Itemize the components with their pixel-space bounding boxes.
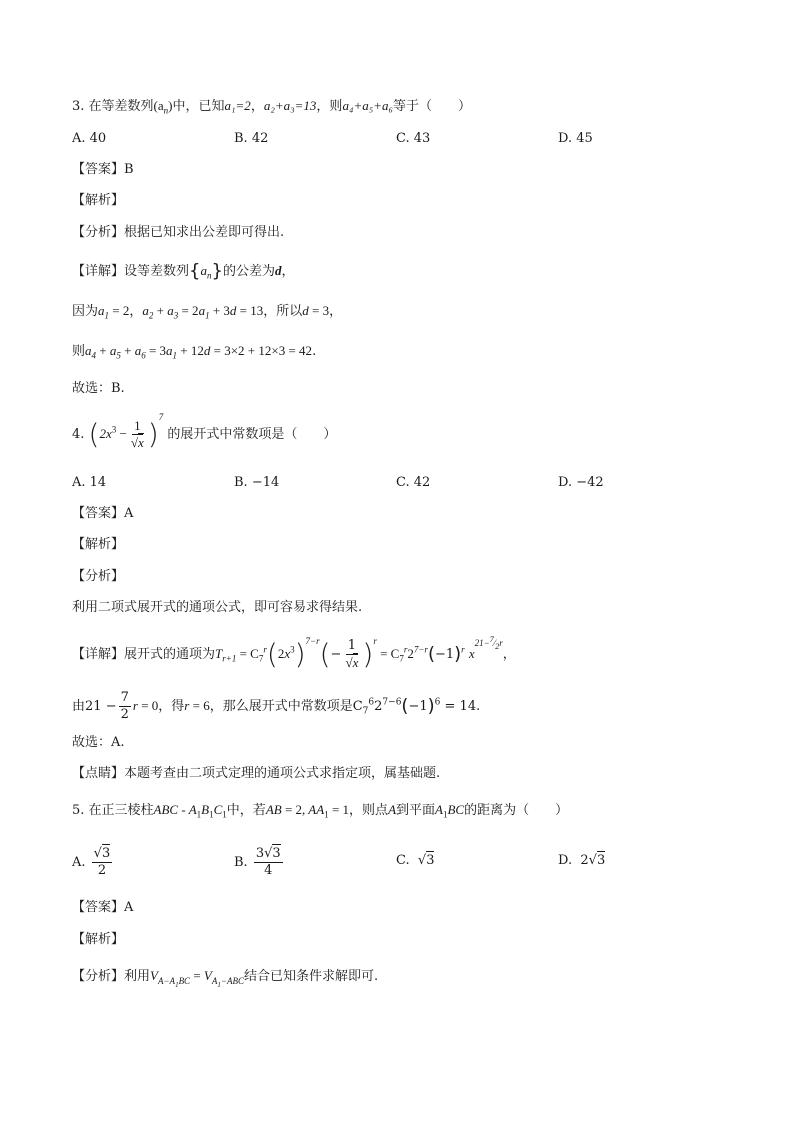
q4-conclusion: 故选：A. xyxy=(72,735,125,750)
q4-fenxi-tag: 【分析】 xyxy=(72,569,125,584)
q3-option-b: B. 42 xyxy=(234,131,269,146)
q3-fenxi: 【分析】根据已知求出公差即可得出. xyxy=(72,225,285,240)
q4-detail-1: 【详解】展开式的通项为$T_{r+1} = C_7^r(2x^3)^{7-r}(-$ $\frac{1}{√x}$ )$^r = C_7^r2^{7-r}(-1)^r$ $x^{21-^7⁄_2r}$， xyxy=(72,635,516,671)
q4-detail-2: 由21 − $\frac{7}{2}$ r = 0，得r = 6，那么展开式中常数项是$C_7^62^{7-6}(-1)^6 = 14$. xyxy=(72,690,481,722)
q5-option-d: D. 2√3 xyxy=(558,853,606,868)
q3-option-c: C. 43 xyxy=(396,131,431,146)
q3-target: a₄+a₅+a₆ xyxy=(342,98,394,113)
q5-option-a: A. $\frac{√3}{2}$ xyxy=(72,846,111,878)
q3-detail-1: 【详解】设等差数列$\{a_n\}$的公差为d， xyxy=(72,260,295,282)
q4-answer: 【答案】A xyxy=(72,506,134,521)
q4-option-b: B. −14 xyxy=(234,475,280,490)
q4-comment: 【点睛】本题考查由二项式定理的通项公式求指定项，属基础题. xyxy=(72,766,441,781)
q3-option-a: A. 40 xyxy=(72,131,107,146)
q3-option-d: D. 45 xyxy=(558,131,593,146)
q3-detail-3: 则$a_4 + a_5 + a_6 = 3a_1 + 12d = 3\times 2 + 12\times 3 = 42$. xyxy=(72,343,317,361)
q5-option-b: B. $\frac{3√3}{4}$ xyxy=(234,846,281,878)
q5-analysis-tag: 【解析】 xyxy=(72,932,125,947)
q4-option-d: D. −42 xyxy=(558,475,604,490)
q4-fenxi: 利用二项式展开式的通项公式，即可容易求得结果. xyxy=(72,600,363,615)
q5-option-c: C. √3 xyxy=(396,853,435,868)
q4-option-a: A. 14 xyxy=(72,475,107,490)
q3-detail-2: 因为$a_1 = 2$，$a_2 + a_3 = 2a_1 + 3d = 13$，所以d = 3， xyxy=(72,303,343,321)
q3-conclusion: 故选：B. xyxy=(72,381,125,396)
q4-stem: 4. ($2x^3$ − $\frac{1}{√x}$ )$^7$ 的展开式中常数项是（ ） xyxy=(72,412,337,451)
q5-answer: 【答案】A xyxy=(72,900,134,915)
q3-stem: 3. 在等差数列$(a_n)$中，已知a₁=2，a₂+a₃=13，则a₄+a₅+a₆等于（ ） xyxy=(72,98,472,116)
q3-answer: 【答案】B xyxy=(72,162,134,177)
q4-analysis-tag: 【解析】 xyxy=(72,537,125,552)
q3-cond2: a₂+a₃=13 xyxy=(263,98,317,113)
q3-seq-symbol: $(a_n)$ xyxy=(153,98,173,116)
q4-option-c: C. 42 xyxy=(396,475,431,490)
q3-analysis-tag: 【解析】 xyxy=(72,193,125,208)
q5-fenxi: 【分析】利用$V_{A-A_1BC} = V_{A_1-ABC}$结合已知条件求解即可. xyxy=(72,968,379,989)
q3-cond1: a₁=2 xyxy=(224,98,251,113)
q5-stem: 5. 在正三棱柱ABC - $A_1B_1C_1$中，若AB = 2, $AA_1 = 1$，则点A到平面$A_1BC$的距离为（ ） xyxy=(72,802,569,820)
